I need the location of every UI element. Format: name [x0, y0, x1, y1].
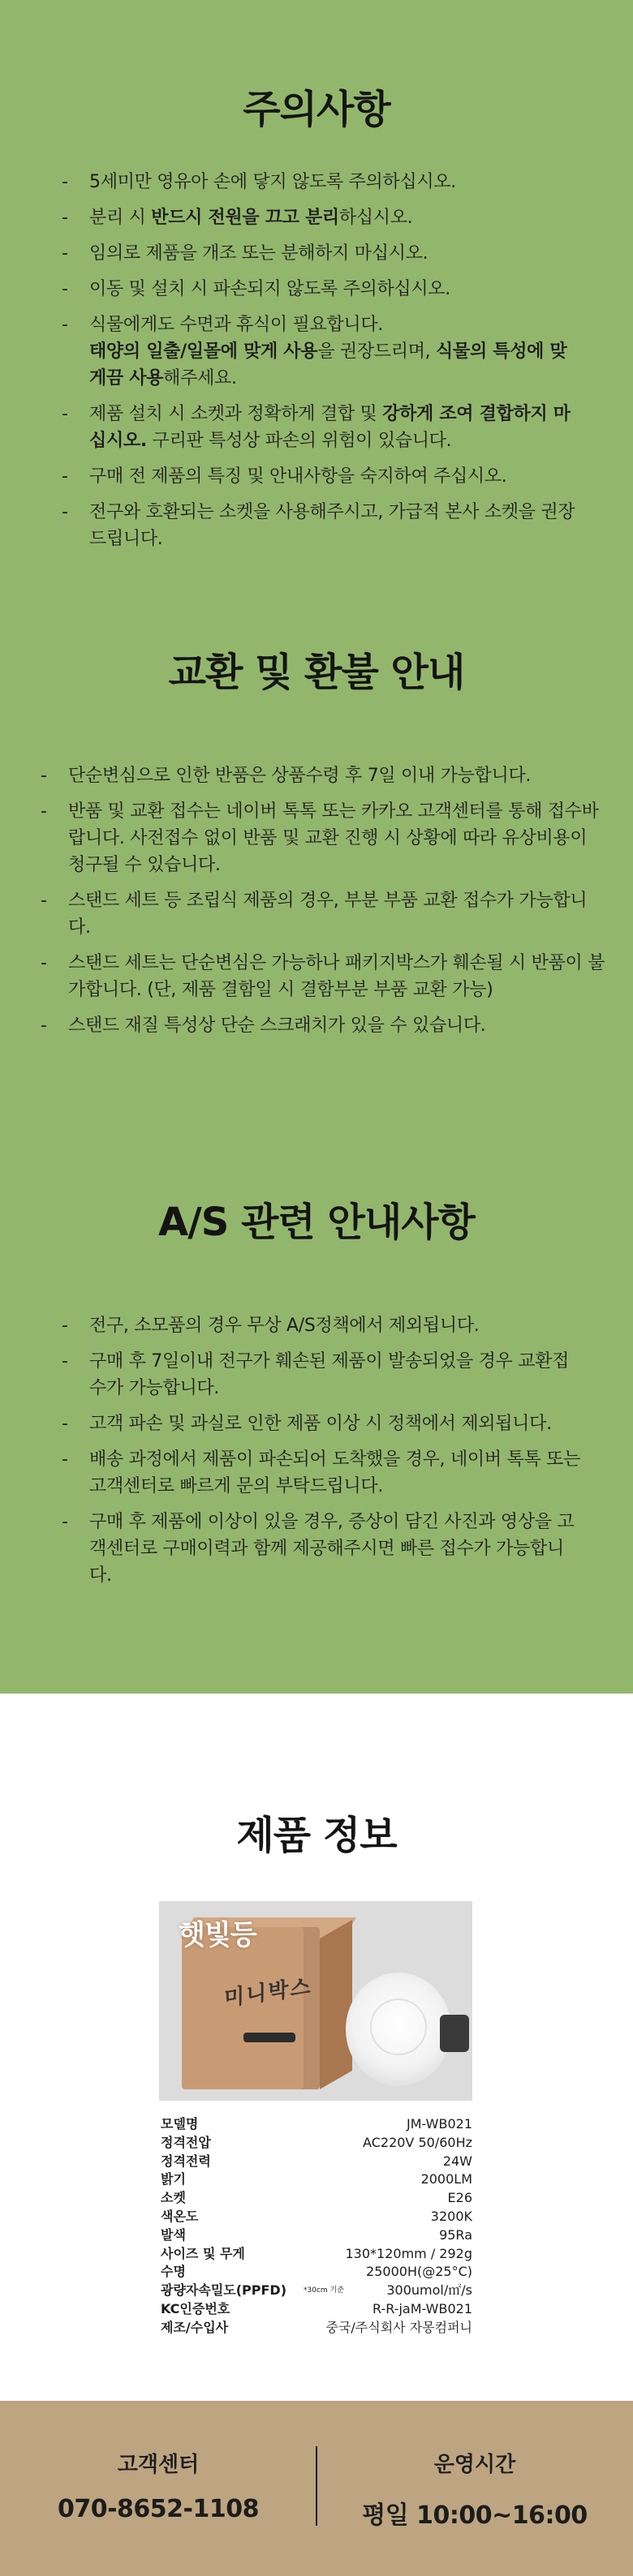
box-hole: [243, 2033, 295, 2042]
list-item: - 제품 설치 시 소켓과 정확하게 결합 및 강하게 조여 결합하지 마십시오. 구리판 특성상 파손의 위험이 있습니다.: [62, 401, 581, 454]
spec-key: 정격전력: [161, 2153, 211, 2169]
box-side: [320, 1920, 352, 2089]
list-item: - 구매 후 7일이내 전구가 훼손된 제품이 발송되었을 경우 교환접수가 가능합니다.: [62, 1348, 581, 1402]
spec-value: 130*120mm / 292g: [345, 2245, 472, 2261]
exchange-title: 교환 및 환불 안내: [168, 650, 465, 695]
list-item: - 5세미만 영유아 손에 닿지 않도록 주의하십시오.: [62, 169, 581, 195]
list-item: - 식물에게도 수면과 휴식이 필요합니다. 태양의 일출/일몰에 맞게 사용을 권장드리며, 식물의 특성에 맞게끔 사용해주세요.: [62, 311, 581, 392]
spec-key: 색온도: [161, 2209, 199, 2224]
spec-key: 밝기: [161, 2171, 186, 2187]
list-item: - 배송 과정에서 제품이 파손되어 도착했을 경우, 네이버 톡톡 또는 고객센터로 빠르게 문의 부탁드립니다.: [62, 1446, 581, 1500]
spec-note: *30cm 기준: [304, 2286, 344, 2295]
list-item: - 반품 및 교환 접수는 네이버 톡톡 또는 카카오 고객센터를 통해 접수바랍니다. 사전접수 없이 반품 및 교환 진행 시 상황에 따라 유상비용이 청구될 수 있습니다.: [41, 798, 609, 878]
product-image: [159, 1901, 472, 2101]
spec-value: AC220V 50/60Hz: [363, 2134, 472, 2150]
spec-value: JM-WB021: [407, 2116, 472, 2132]
list-item: - 전구와 호환되는 소켓을 사용해주시고, 가급적 본사 소켓을 권장드립니다.: [62, 499, 581, 552]
spec-key: 광량자속밀도(PPFD): [161, 2282, 287, 2299]
customer-center-phone[interactable]: 070-8652-1108: [57, 2495, 260, 2523]
customer-center-label: 고객센터: [117, 2453, 200, 2477]
spec-value: 중국/주식회사 자몽컴퍼니: [325, 2319, 472, 2335]
spec-key: 제조/수입사: [161, 2319, 229, 2335]
product-image-label: 햇빛등: [179, 1919, 256, 1951]
list-item: - 분리 시 반드시 전원을 끄고 분리하십시오.: [62, 204, 581, 231]
spec-key: 정격전압: [161, 2134, 211, 2150]
spec-value: 24W: [442, 2153, 472, 2169]
list-item: - 스탠드 세트 등 조립식 제품의 경우, 부분 부품 교환 접수가 가능합니다.: [41, 887, 609, 941]
caution-list: [62, 169, 581, 561]
list-item: - 전구, 소모품의 경우 무상 A/S정책에서 제외됩니다.: [62, 1312, 581, 1339]
spec-value: E26: [447, 2190, 472, 2206]
list-item: - 구매 후 제품에 이상이 있을 경우, 증상이 담긴 사진과 영상을 고객센터로 구매이력과 함께 제공해주시면 빠른 접수가 가능합니다.: [62, 1509, 581, 1589]
business-hours-value: 평일 10:00~16:00: [362, 2501, 588, 2530]
list-item: - 단순변심으로 인한 반품은 상품수령 후 7일 이내 가능합니다.: [41, 762, 609, 789]
list-item: - 구매 전 제품의 특징 및 안내사항을 숙지하여 주십시오.: [62, 463, 581, 490]
caution-title: 주의사항: [243, 87, 390, 132]
spec-key: 발색: [161, 2226, 186, 2243]
spec-key: 수명: [161, 2264, 186, 2280]
spec-key: 사이즈 및 무게: [161, 2245, 245, 2261]
spec-value: 300umol/㎡/s: [386, 2282, 472, 2299]
exchange-list: [41, 762, 609, 1048]
footer: [0, 2401, 633, 2576]
list-item: - 스탠드 세트는 단순변심은 가능하나 패키지박스가 훼손될 시 반품이 불가합니다. (단, 제품 결함일 시 결함부분 부품 교환 가능): [41, 950, 609, 1003]
spec-key: 소켓: [161, 2190, 186, 2206]
as-list: [62, 1312, 581, 1598]
list-item: - 스탠드 재질 특성상 단순 스크래치가 있을 수 있습니다.: [41, 1012, 609, 1039]
spec-key: 모델명: [161, 2116, 199, 2132]
spec-value: 3200K: [430, 2209, 472, 2224]
bulb-base: [440, 2015, 469, 2052]
bulb-ring: [370, 1999, 427, 2055]
box-print: 미니박스: [224, 1974, 312, 2011]
business-hours-label: 운영시간: [433, 2453, 516, 2477]
spec-key: KC인증번호: [161, 2301, 230, 2316]
spec-value: R-R-jaM-WB021: [372, 2301, 472, 2316]
as-title: A/S 관련 안내사항: [158, 1200, 475, 1245]
list-item: - 임의로 제품을 개조 또는 분해하지 마십시오.: [62, 240, 581, 267]
spec-value: 95Ra: [439, 2226, 472, 2243]
product-title: 제품 정보: [236, 1813, 397, 1858]
list-item: - 이동 및 설치 시 파손되지 않도록 주의하십시오.: [62, 276, 581, 303]
spec-value: 2000LM: [420, 2171, 472, 2187]
list-item: - 고객 파손 및 과실로 인한 제품 이상 시 정책에서 제외됩니다.: [62, 1410, 581, 1437]
spec-value: 25000H(@25°C): [366, 2264, 472, 2280]
